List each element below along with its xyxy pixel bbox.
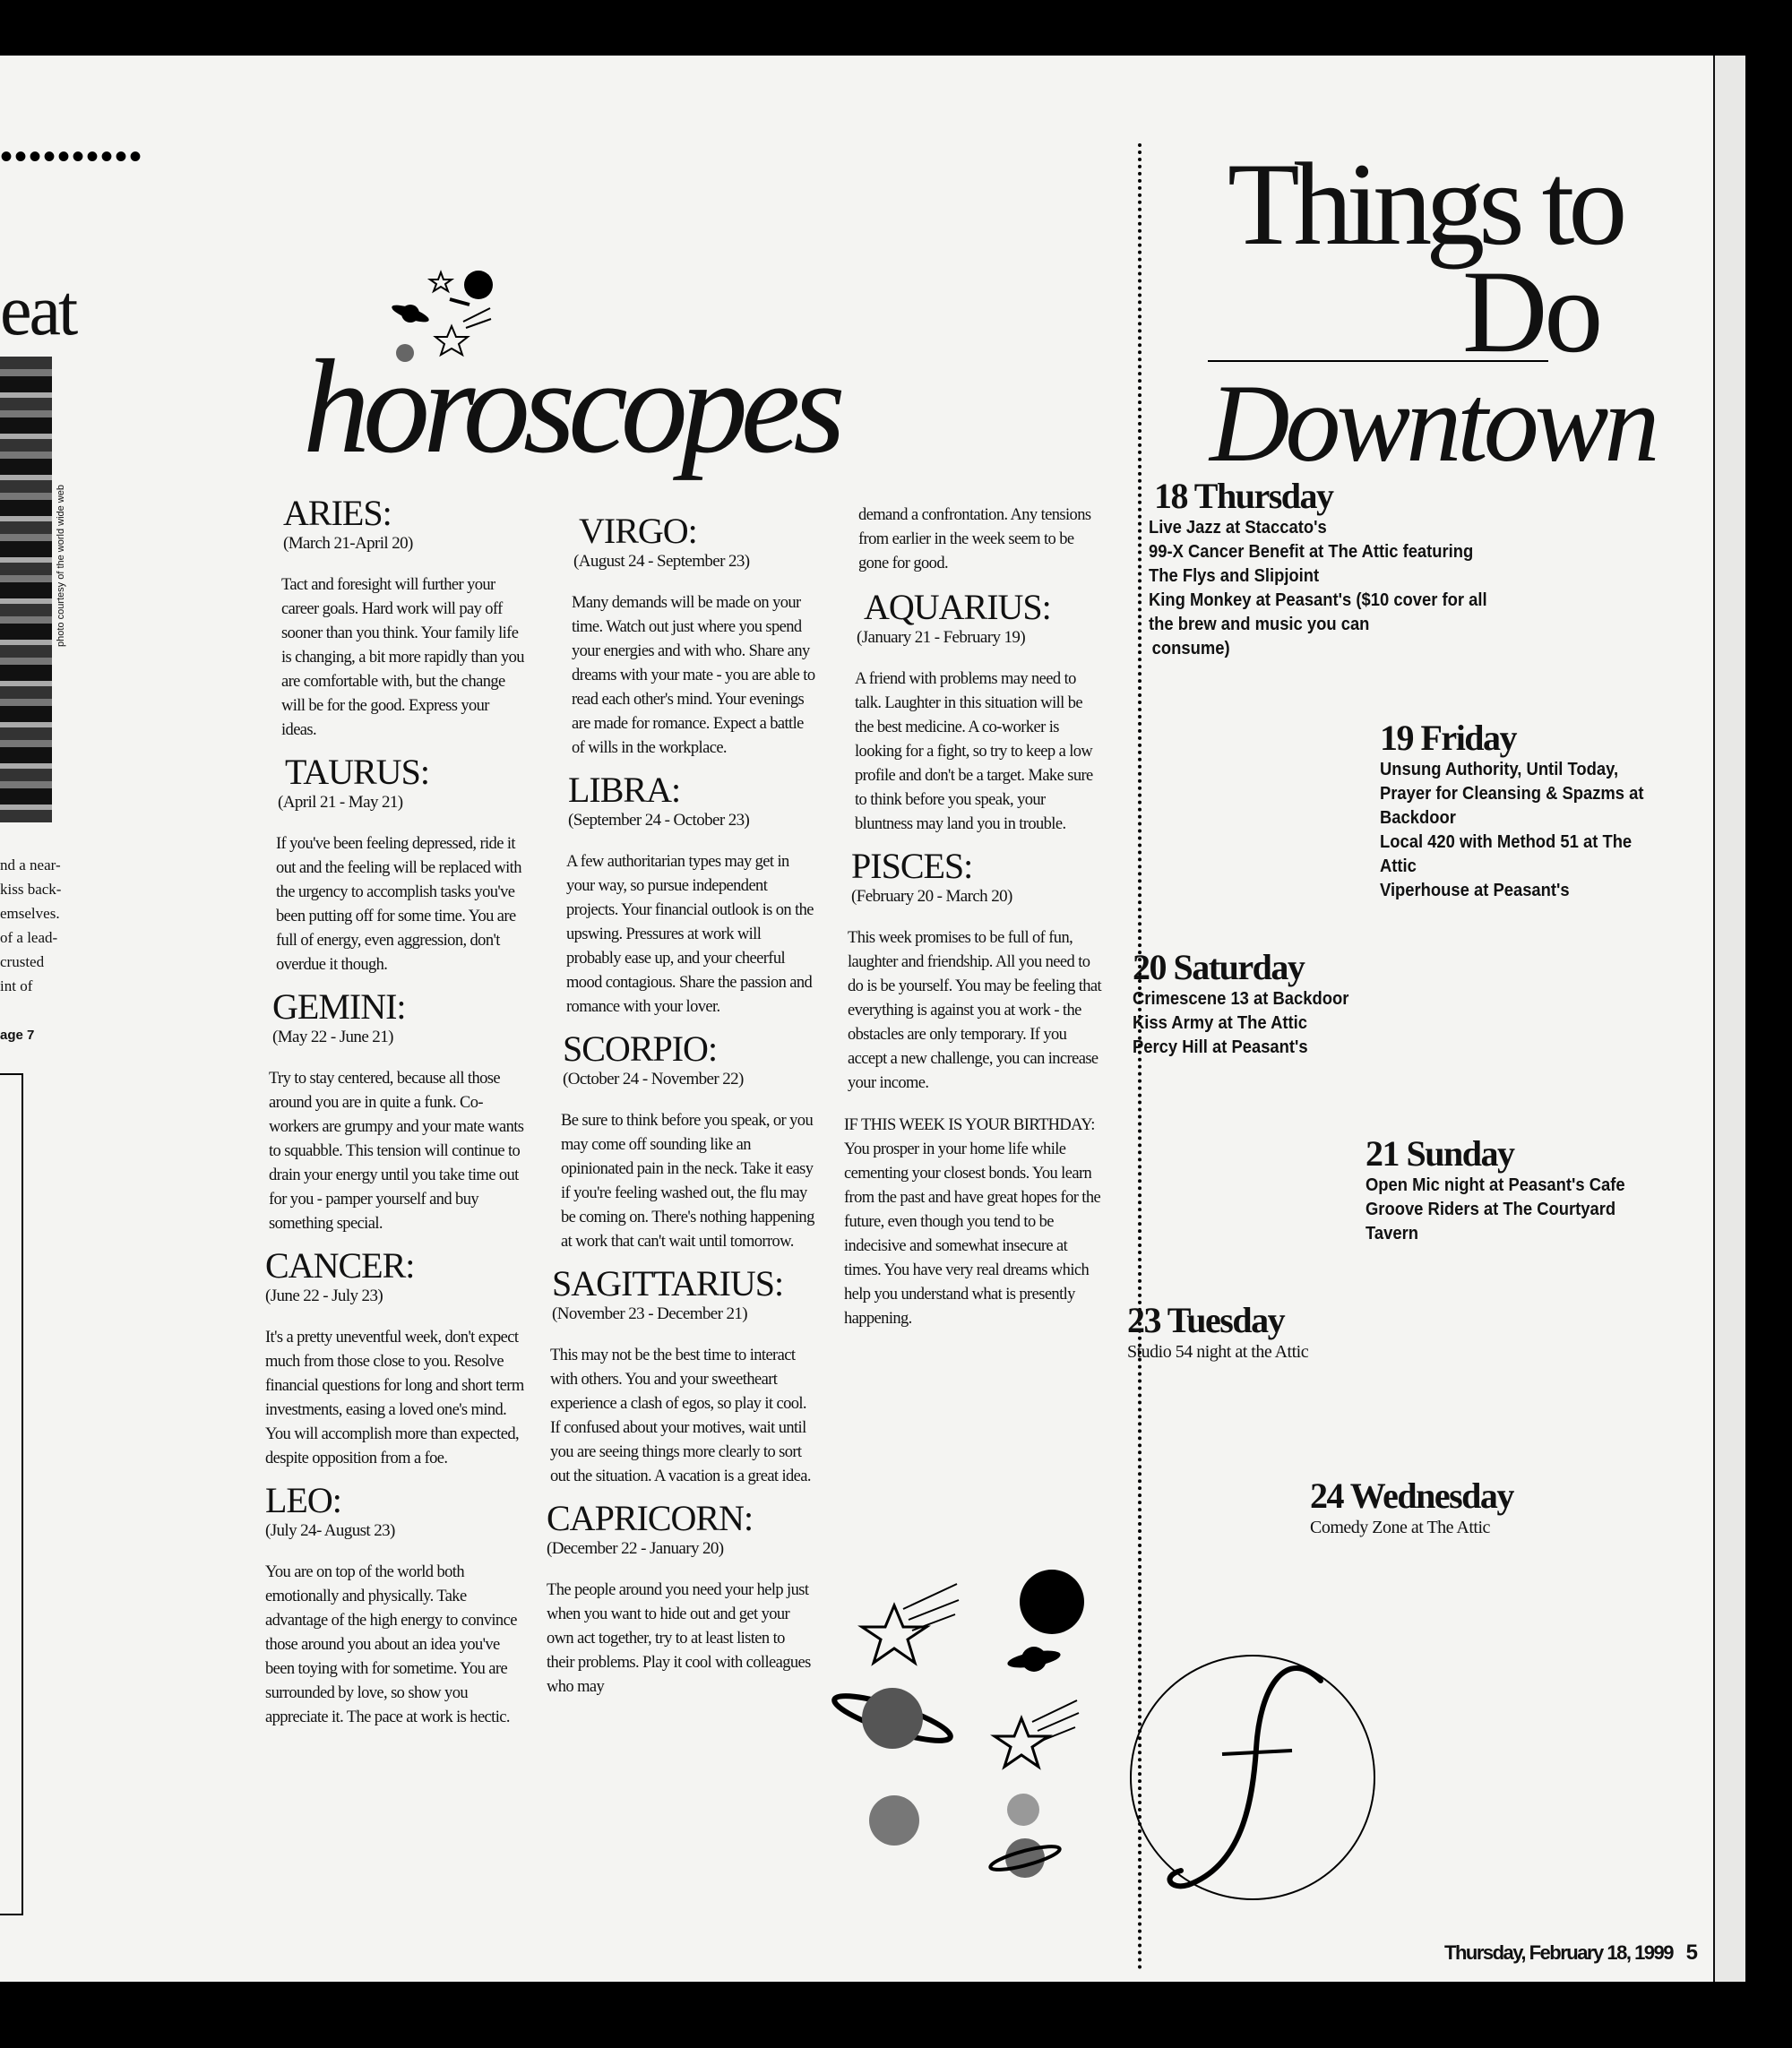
sign-name: TAURUS: — [285, 752, 429, 792]
event-item: Comedy Zone at The Attic — [1310, 1518, 1490, 1537]
sign-text: If you've been feeling depressed, ride it out and the feeling will be replaced with the urgency to accomplish tasks you've been putting off for some time. You are full of energy, even aggression, don't overdue it though. — [276, 835, 521, 974]
sign-capricorn — [547, 1500, 815, 1699]
sign-dates: (March 21-April 20) — [283, 534, 413, 553]
event-day-heading: 18 Thursday — [1154, 476, 1333, 516]
event-item: Percy Hill at Peasant's — [1133, 1037, 1308, 1057]
sign-text: Many demands will be made on your time. Watch out just where you spend your energies and with who. Share any dreams with your mate - you are able to read each other's mind. Your evenings are made for romance. Expect a battle of wills in the workplace. — [572, 594, 815, 757]
sign-name: VIRGO: — [579, 511, 697, 551]
event-day-saturday — [1133, 948, 1367, 1060]
sign-leo — [265, 1482, 525, 1730]
downtown-title: Downtown — [1210, 362, 1656, 485]
event-item: Groove Riders at The Courtyard — [1366, 1200, 1616, 1219]
event-item: consume) — [1151, 639, 1230, 658]
sign-text: Try to stay centered, because all those around you are in quite a funk. Co-workers are grumpy and your mate wants to squabble. This tension will continue to drain your energy until you take time out for you - pamper yourself and buy something special. — [269, 1070, 524, 1233]
sign-dates: (May 22 - June 21) — [272, 1028, 393, 1046]
event-item: Viperhouse at Peasant's — [1380, 881, 1570, 900]
sign-dates: (November 23 - December 21) — [552, 1304, 748, 1323]
f-logo-icon — [1125, 1650, 1380, 1905]
sign-scorpio — [547, 1030, 815, 1254]
event-item: Studio 54 night at the Attic — [1127, 1342, 1309, 1362]
sign-name: SAGITTARIUS: — [552, 1263, 784, 1304]
sign-dates: (June 22 - July 23) — [265, 1286, 383, 1305]
partial-photo — [0, 357, 52, 822]
sign-aries — [265, 495, 525, 743]
partial-headline: eat — [0, 271, 76, 350]
sign-virgo — [547, 512, 815, 761]
sign-text: This may not be the best time to interact with others. You and your sweetheart experience a clash of egos, so play it cool. If confused about your motives, wait until you are seeing things more clearly to sort out the situation. A vacation is a great idea. — [550, 1347, 811, 1485]
birthday-text: You prosper in your home life while cementing your closest bonds. You learn from the past and have great hopes for the future, even though you tend to be indecisive and somewhat insecure at times. You have very real dreams which help you understand what is presently happening. — [844, 1140, 1101, 1328]
event-day-heading: 20 Saturday — [1133, 947, 1305, 987]
sign-sagittarius — [547, 1265, 815, 1489]
horoscope-column-3 — [839, 503, 1104, 1342]
event-day-tuesday — [1127, 1301, 1308, 1364]
event-day-wednesday — [1310, 1476, 1513, 1539]
birthday-section — [839, 1114, 1104, 1331]
sign-dates: (December 22 - January 20) — [547, 1539, 724, 1558]
sign-text: You are on top of the world both emotionally and physically. Take advantage of the high energy to convince those around you about an idea you've been toying with for sometime. You are surrounded by love, so show you appreciate it. The pace at work is hectic. — [265, 1563, 517, 1726]
event-item: The Flys and Slipjoint — [1149, 566, 1320, 586]
event-day-heading: 21 Sunday — [1366, 1133, 1514, 1174]
planets-illustration — [830, 1570, 1098, 1901]
sign-name: GEMINI: — [272, 986, 406, 1027]
horoscope-column-2 — [547, 512, 815, 1710]
page-edge — [1713, 56, 1745, 1982]
event-day-friday — [1380, 719, 1667, 903]
partial-box — [0, 1073, 23, 1915]
do-title: Do — [1462, 245, 1600, 377]
sign-dates: (January 21 - February 19) — [857, 628, 1026, 647]
sign-text: A friend with problems may need to talk. Laughter in this situation will be the best medicine. A co-worker is looking for a fight, so try to keep a low profile and don't be a target. Make sure to think before you speak, your bluntness may land you in trouble. — [855, 670, 1093, 833]
page-ref: age 7 — [0, 1028, 35, 1043]
capricorn-continued: demand a confrontation. Any tensions from earlier in the week seem to be gone for good. — [858, 506, 1091, 572]
sign-text: Be sure to think before you speak, or you may come off sounding like an opinionated pain in the neck. Take it easy if you're feeling washed out, the flu may be coming on. There's nothing happening at work that can't wait until tomorrow. — [561, 1112, 814, 1251]
partial-text: nd a near- kiss back- emselves. of a lead- crusted int of — [0, 856, 62, 994]
event-item: Kiss Army at The Attic — [1133, 1013, 1307, 1033]
sign-name: CAPRICORN: — [547, 1498, 754, 1538]
event-item: Prayer for Cleansing & Spazms at — [1380, 784, 1644, 804]
things-to-title: Things to — [1228, 138, 1622, 270]
event-item: Local 420 with Method 51 at The — [1380, 832, 1633, 852]
sign-aquarius — [839, 589, 1104, 837]
sign-text: The people around you need your help just when you want to hide out and get your own act together, try to at least listen to their problems. Play it cool with colleagues who may — [547, 1581, 811, 1696]
event-day-heading: 23 Tuesday — [1127, 1300, 1285, 1340]
page-footer — [1444, 1940, 1697, 1966]
sign-name: PISCES: — [851, 846, 973, 886]
sign-name: LIBRA: — [568, 770, 681, 810]
event-item: Unsung Authority, Until Today, — [1380, 760, 1619, 779]
sign-name: SCORPIO: — [563, 1028, 718, 1069]
footer-date: Thursday, February 18, 1999 — [1444, 1941, 1674, 1964]
photo-credit: photo courtesy of the world wide web — [56, 485, 66, 647]
newspaper-page — [0, 56, 1738, 1982]
sign-dates: (October 24 - November 22) — [563, 1070, 744, 1089]
sign-name: AQUARIUS: — [864, 587, 1051, 627]
sign-dates: (September 24 - October 23) — [568, 811, 750, 830]
event-item: King Monkey at Peasant's ($10 cover for all — [1149, 590, 1487, 610]
sign-dates: (August 24 - September 23) — [573, 552, 750, 571]
sign-dates: (July 24- August 23) — [265, 1521, 395, 1540]
event-item: Open Mic night at Peasant's Cafe — [1366, 1175, 1625, 1195]
event-item: the brew and music you can — [1149, 615, 1370, 634]
event-day-thursday — [1149, 477, 1516, 661]
event-item: Live Jazz at Staccato's — [1149, 518, 1327, 538]
page-number: 5 — [1685, 1940, 1697, 1965]
horoscopes-title: horoscopes — [303, 332, 839, 481]
partial-text-column — [0, 853, 72, 1047]
event-day-heading: 24 Wednesday — [1310, 1476, 1513, 1516]
sign-dates: (February 20 - March 20) — [851, 887, 1012, 906]
event-item: Attic — [1380, 856, 1417, 876]
sign-text: Tact and foresight will further your career goals. Hard work will pay off sooner than you think. Your family life is changing, a bit more rapidly than you are comfortable with, but the change will be for the good. Express your ideas. — [281, 576, 524, 739]
sign-gemini — [265, 988, 525, 1236]
sign-name: CANCER: — [265, 1245, 415, 1286]
sign-text: A few authoritarian types may get in your way, so pursue independent projects. Your financial outlook is on the upswing. Pressures at work will probably ease up, and your cheerful mood contagious. Share the passion and romance with your lover. — [566, 853, 814, 1016]
sign-name: LEO: — [265, 1480, 341, 1520]
event-item: Tavern — [1366, 1224, 1418, 1243]
event-item: Backdoor — [1380, 808, 1456, 828]
event-item: Crimescene 13 at Backdoor — [1133, 989, 1349, 1009]
sign-text: It's a pretty uneventful week, don't expect much from those close to you. Resolve financial questions for long and short term investments, easing a loved one's mind. You will accomplish more than expected, despite opposition from a foe. — [265, 1329, 524, 1467]
horoscope-column-1 — [265, 495, 525, 1741]
birthday-heading: IF THIS WEEK IS YOUR BIRTHDAY: — [844, 1116, 1095, 1134]
sign-libra — [547, 771, 815, 1020]
sign-name: ARIES: — [283, 493, 392, 533]
sign-pisces — [839, 848, 1104, 1096]
event-day-heading: 19 Friday — [1380, 718, 1517, 758]
sign-dates: (April 21 - May 21) — [278, 793, 403, 812]
sign-cancer — [265, 1247, 525, 1471]
sign-taurus — [265, 753, 525, 977]
event-day-sunday — [1366, 1134, 1648, 1246]
sign-text: This week promises to be full of fun, laughter and friendship. All you need to do is be yourself. You may be feeling that everything is against you at work - the obstacles are only temporary. If you accept a new challenge, you can increase your income. — [848, 929, 1102, 1092]
dotted-rule: •••••••••• — [0, 137, 144, 176]
event-item: 99-X Cancer Benefit at The Attic featuring — [1149, 542, 1474, 562]
